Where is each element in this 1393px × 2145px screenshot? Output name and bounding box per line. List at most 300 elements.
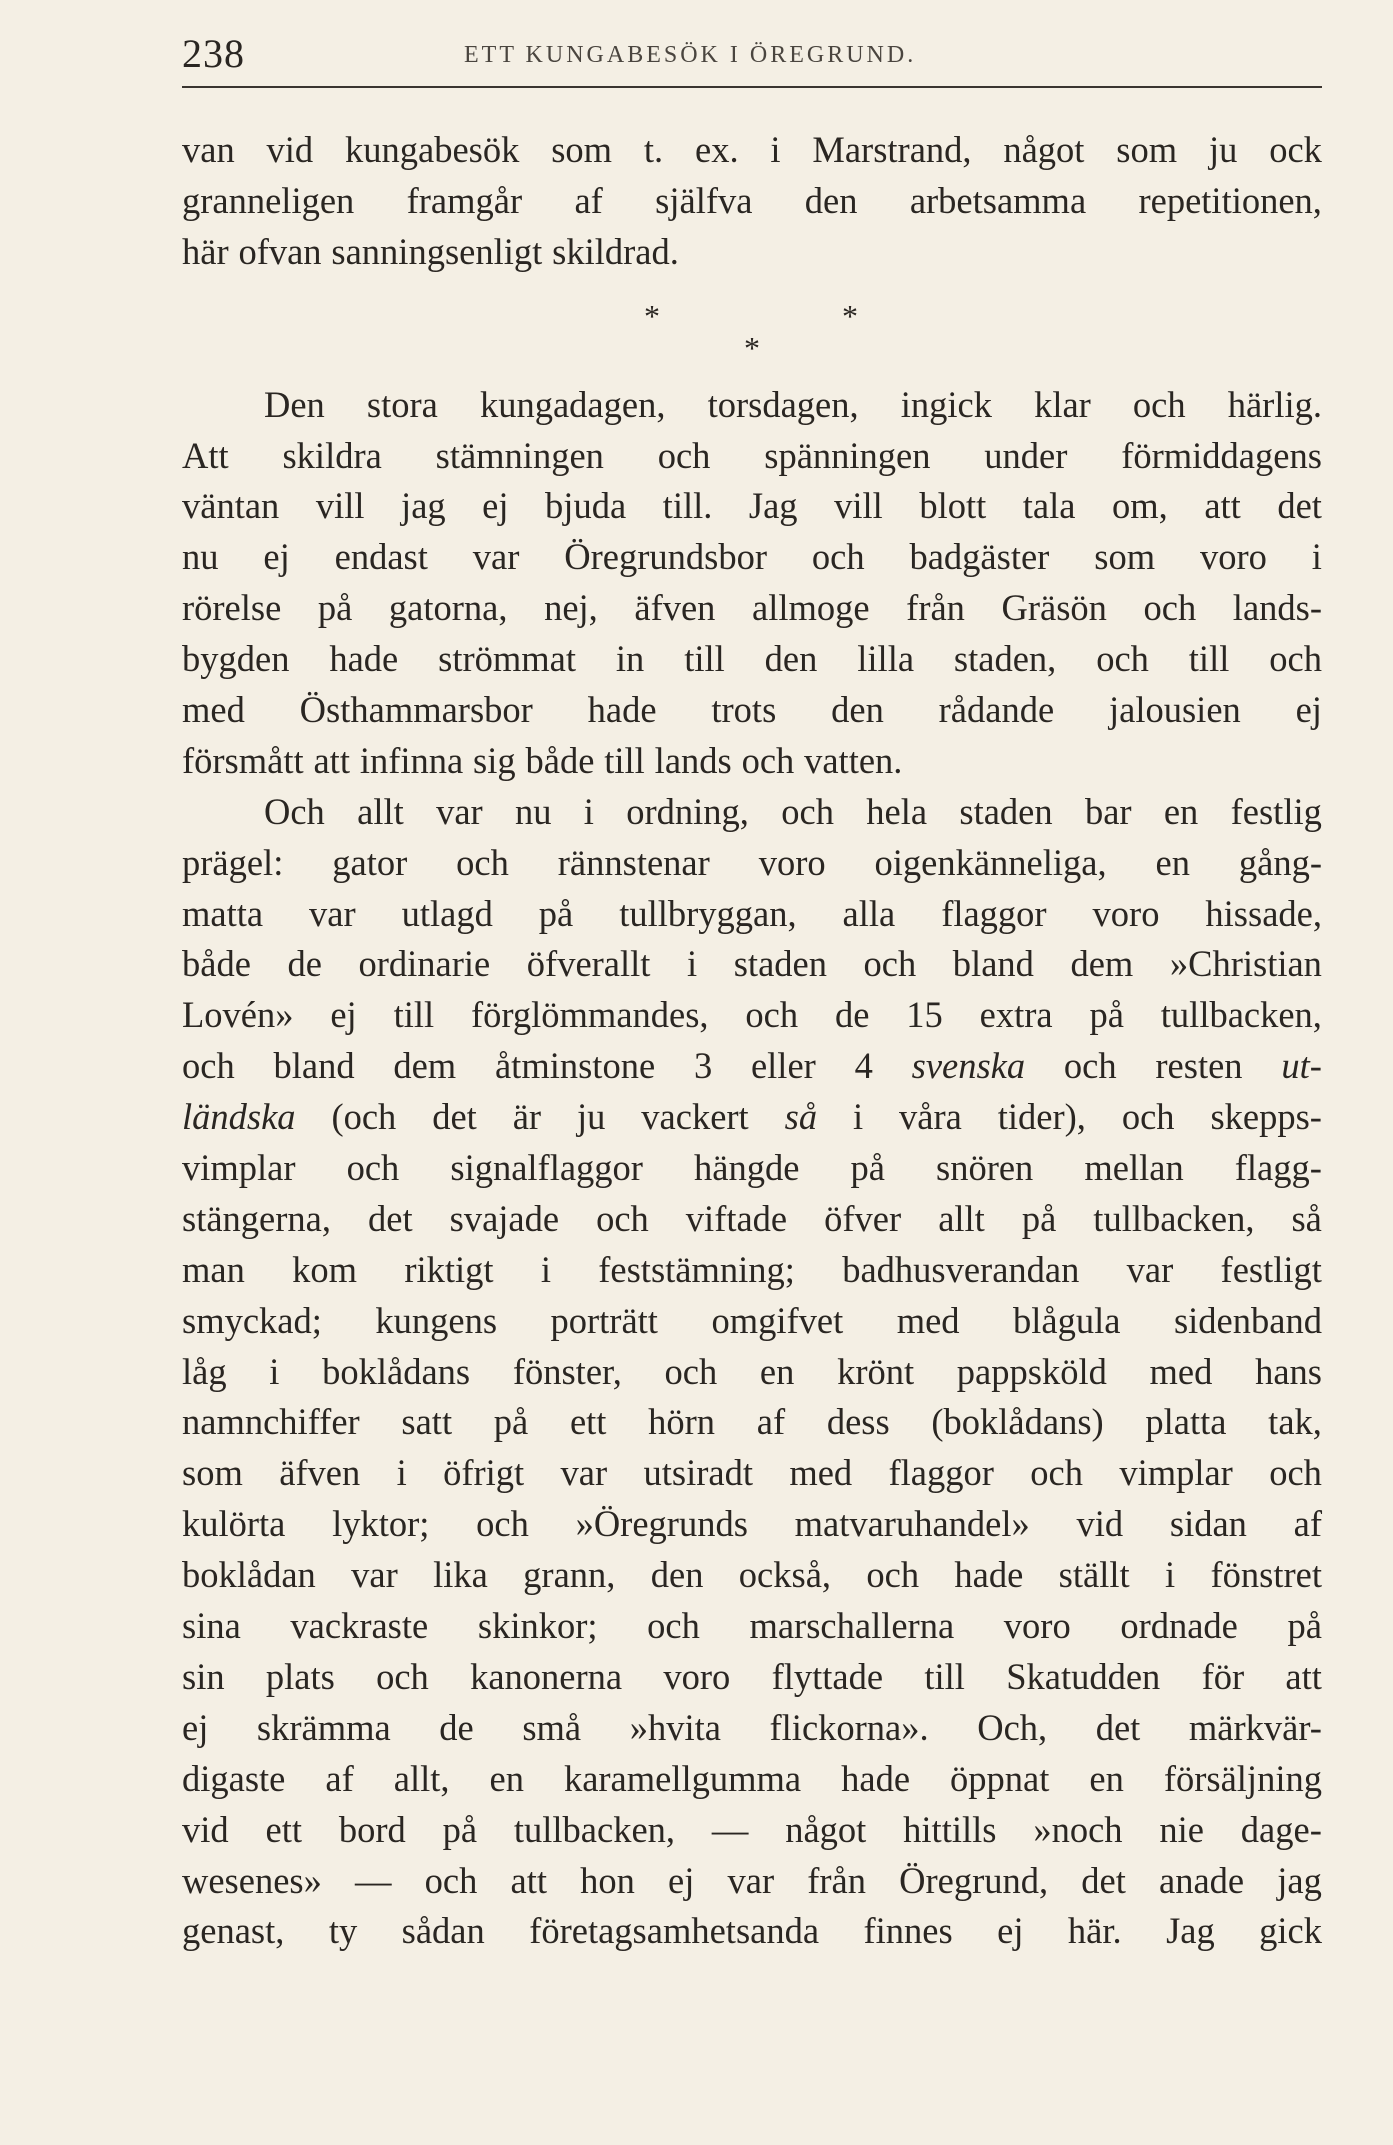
word: flickorna». (769, 1706, 929, 1748)
word: prägel: (182, 841, 284, 883)
word: både (182, 943, 251, 985)
word: ett (265, 1808, 302, 1850)
word: namnchiffer (182, 1401, 360, 1443)
word: från (807, 1859, 867, 1901)
word: en (1155, 841, 1190, 883)
text-line (182, 380, 1322, 431)
word: och (182, 1045, 235, 1087)
word: flaggor (941, 892, 1047, 934)
word: boklådans (322, 1350, 471, 1392)
word: både (525, 739, 595, 781)
word: själfva (655, 179, 753, 221)
text-line (182, 583, 1322, 634)
text-line (182, 431, 1322, 482)
word: i (1311, 536, 1322, 578)
word: trots (711, 689, 777, 731)
word: under (984, 434, 1068, 476)
word: bland (952, 943, 1034, 985)
word: Jag (1166, 1910, 1215, 1952)
header-rule (182, 86, 1322, 88)
text-line (182, 1550, 1322, 1601)
word: ordning, (626, 790, 749, 832)
word: kom (292, 1248, 358, 1290)
word: »Öregrunds (575, 1503, 748, 1545)
word: att (1204, 485, 1241, 527)
word: hon (580, 1859, 635, 1901)
word: på (850, 1147, 885, 1189)
word: granneligen (182, 179, 355, 221)
word: en (759, 1350, 795, 1392)
word: det (1277, 485, 1322, 527)
word: ju (1208, 129, 1238, 170)
italic-word: så (784, 1096, 818, 1138)
word: de (834, 994, 870, 1036)
word: det (432, 1096, 477, 1138)
word: af (1293, 1503, 1322, 1545)
word: kungadagen, (479, 383, 666, 425)
word: plats (265, 1655, 335, 1697)
word: öfver (824, 1197, 902, 1239)
word: som (182, 1452, 243, 1494)
word: i (583, 790, 594, 832)
word: stängerna, (182, 1197, 331, 1239)
text-line (182, 1397, 1322, 1448)
text-line (182, 1601, 1322, 1652)
word: äfven (634, 587, 716, 629)
word: alla (842, 892, 896, 934)
text-line (182, 838, 1322, 889)
word: klar (1034, 383, 1091, 425)
word: voro (758, 841, 826, 883)
word: karamellgumma (563, 1757, 802, 1799)
word: digaste (182, 1757, 286, 1799)
word: Jag (748, 485, 798, 527)
word: stora (366, 383, 438, 425)
word: hade (587, 689, 657, 731)
word: var (727, 1859, 775, 1901)
word: bjuda (545, 485, 627, 527)
word: kungens (375, 1299, 498, 1341)
word: wesenes» (182, 1859, 322, 1901)
word: dem (1070, 943, 1134, 985)
word: hans (1255, 1350, 1322, 1392)
word: och (1096, 638, 1149, 680)
word: voro (1003, 1605, 1071, 1647)
word: utlagd (401, 892, 493, 934)
word: skrämma (256, 1706, 391, 1748)
word: Öregrundsbor (564, 536, 767, 578)
word: låg (182, 1350, 227, 1392)
text-line (182, 1754, 1322, 1805)
word: ock (1269, 129, 1322, 170)
word: tala (1022, 485, 1076, 527)
word: som (551, 129, 613, 170)
word: dage- (1240, 1808, 1322, 1850)
word: sidenband (1173, 1299, 1322, 1341)
word: flaggor (888, 1452, 994, 1494)
word: in (615, 638, 645, 680)
word: lilla (857, 638, 915, 680)
word: på (1021, 1197, 1057, 1239)
word: ej (330, 994, 357, 1036)
word: man (182, 1248, 245, 1290)
asterisk: * (644, 297, 660, 334)
word: i (770, 129, 781, 170)
word: dess (826, 1401, 890, 1443)
text-line (182, 1347, 1322, 1398)
word: härlig. (1227, 383, 1322, 425)
word: ej (668, 1859, 695, 1901)
text-line (182, 227, 1322, 278)
text-line (182, 889, 1322, 940)
word: en (1163, 790, 1199, 832)
word: med (1149, 1350, 1213, 1392)
page-header (182, 22, 1322, 86)
word: snören (936, 1147, 1034, 1189)
text-line (182, 1448, 1322, 1499)
word: skildrad. (552, 230, 679, 272)
word: festlig (1230, 790, 1322, 832)
word: voro (1199, 536, 1267, 578)
italic-word: ut- (1281, 1045, 1322, 1087)
word: företagsamhetsanda (529, 1910, 820, 1952)
word: grann, (523, 1554, 616, 1596)
word: — (711, 1808, 749, 1850)
section-break-asterism (182, 278, 1322, 380)
word: badgäster (909, 536, 1050, 578)
word: ingick (900, 383, 992, 425)
word: endast (334, 536, 428, 578)
word: var (309, 892, 356, 934)
word: 15 (906, 994, 943, 1036)
word: ofvan (238, 230, 322, 272)
word: »hvita (629, 1706, 721, 1748)
word: skildra (282, 434, 382, 476)
text-line (182, 532, 1322, 583)
word: sidan (1169, 1503, 1247, 1545)
word: tak, (1268, 1401, 1322, 1443)
text-line (182, 685, 1322, 736)
asterisk: * (744, 329, 760, 366)
word: Öregrund, (899, 1859, 1049, 1901)
word: åtminstone (494, 1045, 656, 1087)
word: kulörta (182, 1503, 286, 1545)
text-line (182, 176, 1322, 227)
word: tullbryggan, (619, 892, 797, 934)
word: den (804, 179, 858, 221)
word: boklådan (182, 1554, 316, 1596)
word: försäljning (1163, 1757, 1322, 1799)
word: i (1164, 1554, 1176, 1596)
word: staden (733, 943, 827, 985)
text-line (182, 1703, 1322, 1754)
word: och (1132, 383, 1186, 425)
word: signalflaggor (450, 1147, 643, 1189)
word: de (439, 1706, 474, 1748)
word: som (1116, 129, 1178, 170)
word: voro (1092, 892, 1160, 934)
text-line (182, 1499, 1322, 1550)
word: försmått (182, 739, 304, 781)
word: och (346, 1147, 400, 1189)
text-line (182, 1245, 1322, 1296)
word: på (317, 587, 353, 629)
word: fönstret (1210, 1554, 1322, 1596)
word: i (396, 1452, 407, 1494)
word: van (182, 129, 235, 170)
word: om, (1112, 485, 1168, 527)
word: var (351, 1554, 398, 1596)
word: krönt (837, 1350, 915, 1392)
word: bygden (182, 638, 290, 680)
word: hissade, (1205, 892, 1322, 934)
word: och (863, 943, 917, 985)
word: ej (482, 485, 509, 527)
word: hörn (648, 1401, 716, 1443)
word: omgifvet (711, 1299, 844, 1341)
word: sanningsenligt (331, 230, 543, 272)
word: hittills (903, 1808, 997, 1850)
text-line (182, 939, 1322, 990)
text-line (182, 990, 1322, 1041)
word: och (811, 536, 865, 578)
word: lands (654, 739, 732, 781)
text-line (182, 481, 1322, 532)
word: så (1291, 1197, 1322, 1239)
text-line (182, 1805, 1322, 1856)
word: rådande (938, 689, 1055, 731)
word: nu (182, 536, 219, 578)
word: infinna (359, 739, 464, 781)
word: Gräsön (1001, 587, 1107, 629)
word: och (1269, 1452, 1322, 1494)
text-line (182, 1041, 1322, 1092)
word: (och (331, 1096, 397, 1138)
word: Och, (977, 1706, 1048, 1748)
text-line (182, 1906, 1322, 1957)
word: gatorna, (388, 587, 508, 629)
word: att (1285, 1655, 1322, 1697)
word: gång- (1238, 841, 1322, 883)
word: på (493, 1401, 529, 1443)
word: och (476, 1503, 529, 1545)
word: platta (1145, 1401, 1227, 1443)
word: det (368, 1197, 413, 1239)
word: och (781, 790, 834, 832)
word: lands- (1232, 587, 1322, 629)
word: tullbacken, (513, 1808, 676, 1850)
word: våra (899, 1096, 962, 1138)
word: genast, (182, 1910, 285, 1952)
word: hade (329, 638, 399, 680)
word: flagg- (1234, 1147, 1322, 1189)
word: jag (401, 485, 446, 527)
word: väntan (182, 485, 280, 527)
word: oigenkänneliga, (874, 841, 1107, 883)
word: var (436, 790, 483, 832)
word: hade (954, 1554, 1024, 1596)
word: framgår (406, 179, 523, 221)
word: tullbacken, (1160, 994, 1322, 1036)
word: skinkor; (477, 1605, 598, 1647)
word: tullbacken, (1093, 1197, 1255, 1239)
word: allmoge (752, 587, 870, 629)
text-line (182, 1092, 1322, 1143)
text-line (182, 736, 1322, 787)
word: smyckad; (182, 1299, 322, 1341)
word: extra (979, 994, 1053, 1036)
word: ordnade (1120, 1605, 1238, 1647)
word: och (1269, 638, 1322, 680)
word: vid (1076, 1503, 1124, 1545)
word: till (1188, 638, 1230, 680)
word: bland (273, 1045, 355, 1087)
word: torsdagen, (707, 383, 859, 425)
word: vimplar (182, 1147, 296, 1189)
word: rännstenar (557, 841, 710, 883)
word: Lovén» (182, 994, 294, 1036)
word: skepps- (1210, 1096, 1322, 1138)
italic-word: svenska (911, 1045, 1026, 1087)
word: till (393, 994, 435, 1036)
word: gick (1259, 1910, 1322, 1952)
word: flyttade (771, 1655, 884, 1697)
body-text (182, 125, 1322, 1957)
word: vid (182, 1808, 229, 1850)
word: något (1003, 129, 1085, 170)
word: pappsköld (956, 1350, 1107, 1392)
word: sig (473, 739, 516, 781)
word: det (1081, 1859, 1126, 1901)
word: finnes (863, 1910, 953, 1952)
word: Den (264, 383, 325, 425)
word: förglömmandes, (471, 994, 709, 1036)
word: den (764, 638, 818, 680)
word: Skatudden (1006, 1655, 1161, 1697)
word: staden, (953, 638, 1057, 680)
word: tider), (997, 1096, 1086, 1138)
word: med (182, 689, 245, 731)
word: vackraste (290, 1605, 429, 1647)
word: i (269, 1350, 280, 1392)
word: matvaruhandel» (794, 1503, 1030, 1545)
word: de (287, 943, 322, 985)
word: Att (182, 434, 229, 476)
word: en (489, 1757, 524, 1799)
word: 3 (693, 1045, 713, 1087)
word: voro (663, 1655, 731, 1697)
word: lika (433, 1554, 488, 1596)
word: ställt (1058, 1554, 1130, 1596)
word: till (684, 638, 725, 680)
word: gator (332, 841, 408, 883)
asterisk: * (842, 297, 858, 334)
word: vackert (641, 1096, 749, 1138)
word: allt (938, 1197, 985, 1239)
word: festligt (1220, 1248, 1322, 1290)
word: viftade (685, 1197, 788, 1239)
word: af (574, 179, 603, 221)
word: var (560, 1452, 608, 1494)
word: vatten. (804, 739, 903, 781)
page-number: 238 (182, 31, 245, 76)
word: repetitionen, (1138, 179, 1322, 221)
text-line (182, 1652, 1322, 1703)
word: ordinarie (358, 943, 491, 985)
word: och (596, 1197, 649, 1239)
word: i (687, 943, 698, 985)
word: af (756, 1401, 786, 1443)
word: t. (643, 129, 664, 170)
word: och (745, 994, 799, 1036)
word: allt, (393, 1757, 450, 1799)
word: hängde (694, 1147, 800, 1189)
word: resten (1155, 1045, 1243, 1087)
text-line (182, 787, 1322, 838)
word: från (906, 587, 965, 629)
word: ej (182, 1706, 209, 1748)
word: utsiradt (643, 1452, 753, 1494)
text-line (182, 125, 1322, 176)
word: något (785, 1808, 867, 1850)
word: allt (357, 790, 404, 832)
word: kungabesök (345, 129, 520, 170)
text-line (182, 1296, 1322, 1347)
word: den (831, 689, 884, 731)
word: matta (182, 892, 264, 934)
word: till (924, 1655, 965, 1697)
word: i (852, 1096, 864, 1138)
word: vid (266, 129, 314, 170)
italic-word: ländska (182, 1096, 296, 1138)
word: med (896, 1299, 960, 1341)
word: är (512, 1096, 542, 1138)
word: nej, (544, 587, 598, 629)
word: blågula (1013, 1299, 1121, 1341)
word: staden (959, 790, 1053, 832)
word: öfrigt (443, 1452, 525, 1494)
word: och (376, 1655, 429, 1697)
word: med (789, 1452, 853, 1494)
word: och (657, 434, 711, 476)
word: vimplar (1119, 1452, 1233, 1494)
word: till (604, 739, 645, 781)
word: fönster, (512, 1350, 622, 1392)
word: satt (401, 1401, 453, 1443)
word: ty (328, 1910, 358, 1952)
word: vill (834, 485, 883, 527)
word: 4 (854, 1045, 873, 1087)
word: och (1063, 1045, 1117, 1087)
word: och (424, 1859, 478, 1901)
word: jag (1277, 1859, 1322, 1901)
word: arbetsamma (909, 179, 1087, 221)
word: på (442, 1808, 478, 1850)
word: nie (1159, 1808, 1204, 1850)
word: eller (750, 1045, 816, 1087)
word: sina (182, 1605, 241, 1647)
word: att (313, 739, 350, 781)
word: som (1094, 536, 1156, 578)
word: dem (393, 1045, 457, 1087)
word: förmiddagens (1121, 434, 1322, 476)
word: ej (1295, 689, 1322, 731)
word: blott (919, 485, 987, 527)
word: badhusverandan (842, 1248, 1080, 1290)
word: sådan (401, 1910, 485, 1952)
word: och (741, 739, 795, 781)
word: också, (738, 1554, 832, 1596)
